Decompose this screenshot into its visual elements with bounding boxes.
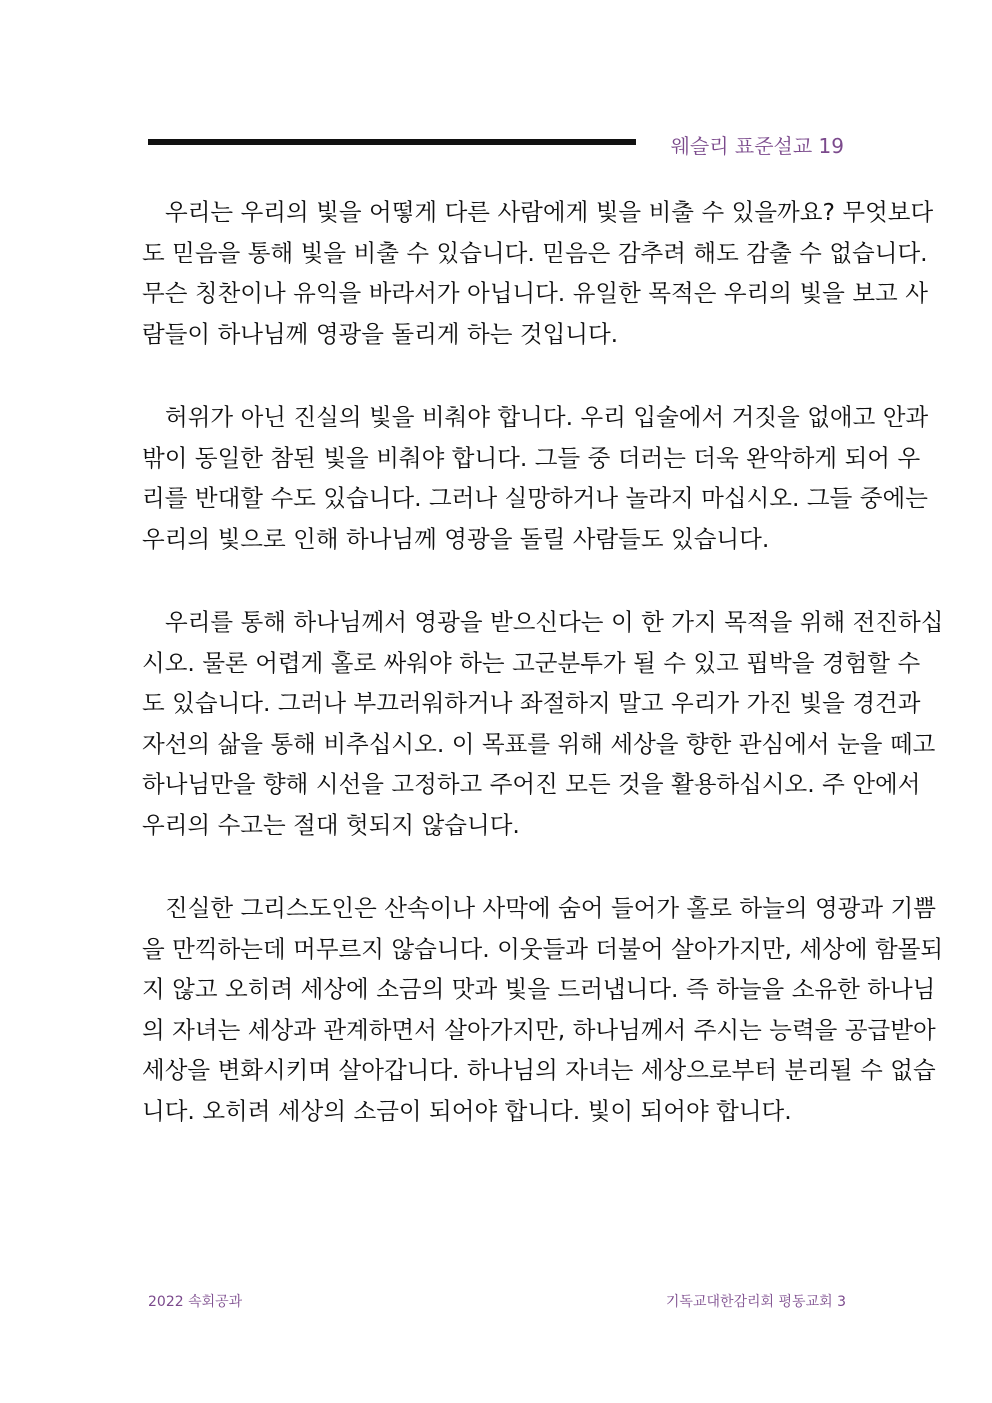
- text-line: 도 있습니다. 그러나 부끄러워하거나 좌절하지 말고 우리가 가진 빛을 경건과: [142, 689, 921, 717]
- text-line: 의 자녀는 세상과 관계하면서 살아가지만, 하나님께서 주시는 능력을 공급받아: [142, 1015, 936, 1044]
- text-line: 니다. 오히려 세상의 소금이 되어야 합니다. 빛이 되어야 합니다.: [142, 1096, 792, 1125]
- text-line: 밖이 동일한 참된 빛을 비춰야 합니다. 그들 중 더러는 더욱 완악하게 되어 우: [142, 443, 921, 472]
- header-rule: [148, 139, 636, 145]
- text-line: 허위가 아닌 진실의 빛을 비춰야 합니다. 우리 입술에서 거짓을 없애고 안과: [165, 403, 929, 431]
- text-line: 을 만끽하는데 머무르지 않습니다. 이웃들과 더불어 살아가지만, 세상에 함몰되: [142, 934, 944, 963]
- text-line: 우리의 수고는 절대 헛되지 않습니다.: [142, 810, 520, 839]
- text-line: 진실한 그리스도인은 산속이나 사막에 숨어 들어가 홀로 하늘의 영광과 기쁨: [165, 894, 936, 922]
- text-line: 도 믿음을 통해 빛을 비출 수 있습니다. 믿음은 감추려 해도 감출 수 없습니다.: [142, 238, 928, 267]
- text-line: 우리는 우리의 빛을 어떻게 다른 사람에게 빛을 비출 수 있을까요? 무엇보다: [165, 198, 934, 226]
- text-line: 우리의 빛으로 인해 하나님께 영광을 돌릴 사람들도 있습니다.: [142, 524, 770, 553]
- footer-church-page: 기독교대한감리회 평동교회 3: [665, 1294, 846, 1310]
- text-line: 자선의 삶을 통해 비추십시오. 이 목표를 위해 세상을 향한 관심에서 눈을 떼고: [142, 729, 936, 758]
- text-line: 람들이 하나님께 영광을 돌리게 하는 것입니다.: [142, 319, 619, 348]
- text-line: 무슨 칭찬이나 유익을 바라서가 아닙니다. 유일한 목적은 우리의 빛을 보고 사: [142, 279, 928, 307]
- paragraph: [142, 192, 934, 354]
- page-header-title: 웨슬리 표준설교 19: [670, 134, 844, 158]
- sermon-body: [142, 192, 944, 1174]
- footer-publication: 2022 속회공과: [148, 1294, 243, 1310]
- text-line: 하나님만을 향해 시선을 고정하고 주어진 모든 것을 활용하십시오. 주 안에서: [142, 770, 921, 798]
- text-line: 우리를 통해 하나님께서 영광을 받으신다는 이 한 가지 목적을 위해 전진하십: [165, 608, 944, 636]
- paragraph: [142, 888, 944, 1131]
- paragraph: [142, 397, 929, 559]
- text-line: 시오. 물론 어렵게 홀로 싸워야 하는 고군분투가 될 수 있고 핍박을 경험할 수: [142, 648, 921, 677]
- text-line: 세상을 변화시키며 살아갑니다. 하나님의 자녀는 세상으로부터 분리될 수 없습: [142, 1056, 936, 1084]
- text-line: 지 않고 오히려 세상에 소금의 맛과 빛을 드러냅니다. 즉 하늘을 소유한 하나님: [142, 975, 936, 1003]
- paragraph: [142, 602, 944, 845]
- text-line: 리를 반대할 수도 있습니다. 그러나 실망하거나 놀라지 마십시오. 그들 중에는: [142, 484, 928, 512]
